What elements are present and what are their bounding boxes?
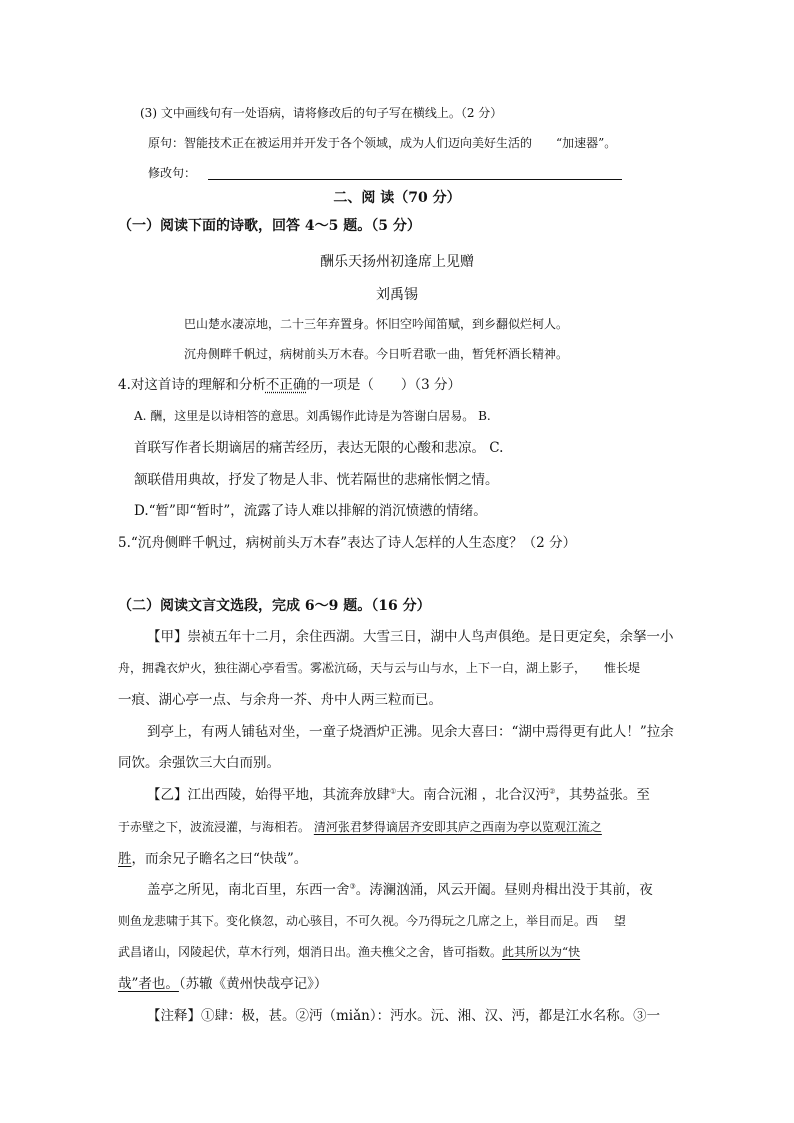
q4-prefix: 4.对这首诗的理解和分析 [118,377,266,393]
yi-text-8: 武昌诸山，冈陵起伏，草木行列，烟消日出。渔夫樵父之舍，皆可指数。 [118,945,503,959]
q4-option-b: 首联写作者长期谪居的痛苦经历，表达无限的心酸和悲凉。 C. [134,440,504,456]
q3-revised-label: 修改句： [148,166,197,180]
q4-option-c: 颔联借用典故，抒发了物是人非、恍若隔世的悲痛怅惘之情。 [134,472,499,488]
yi-text-6: 盖亭之所见，南北百里，东西一舍 [147,882,350,898]
q4-question [118,377,461,393]
yi-p2-line2: 则鱼龙悲啸于其下。变化倏忽，动心骇目，不可久视。今乃得玩之几席之上，举目而足。西 望 [118,914,626,928]
source-citation: （苏辙《黄州快哉亭记》） [178,976,328,992]
yi-p1-line2 [118,820,602,834]
underlined-sentence-part1: 清河张君梦得谪居齐安即其庐之西南为亭以览观江流之 [313,820,602,834]
yi-text-3: ，其势益张。至 [555,787,650,803]
jia-p2-line2: 同饮。余强饮三大白而别。 [118,755,280,771]
note-mark-2: ② [549,787,556,796]
q4-option-d: D.“暂”即“暂时”，流露了诗人难以排解的消沉愤懑的情绪。 [134,503,487,519]
q5-question: 5.“沉舟侧畔千帆过，病树前头万木春”表达了诗人怎样的人生态度？（2 分） [118,535,577,551]
jia-p1-line1: 【甲】崇祯五年十二月，余住西湖。大雪三日，湖中人鸟声俱绝。是日更定矣，余拏一小 [147,629,674,645]
yi-text-5: ，而余兄子瞻名之曰“快哉”。 [131,851,308,867]
yi-p2-line1 [147,882,653,898]
jia-p2-line1: 到亭上，有两人铺毡对坐，一童子烧酒炉正沸。见余大喜曰：“湖中焉得更有此人！”拉余 [147,724,674,740]
q3-revised-line [148,166,622,180]
poem-author: 刘禹锡 [376,287,418,303]
q3-original-sentence: 原句：智能技术正在被运用并开发于各个领域，成为人们迈向美好生活的 “加速器”。 [148,136,617,150]
yi-text-7: 。涛澜汹涌，风云开阖。昼则舟楫出没于其前，夜 [355,882,653,898]
q3-prompt: (3) 文中画线句有一处语病，请将修改后的句子写在横线上。（2 分） [140,106,503,120]
yi-text-4: 于赤壁之下，波流浸灌，与海相若。 [118,820,314,834]
yi-p2-line3 [118,945,580,959]
underlined-sentence-part2: 胜 [118,851,132,867]
jia-p1-line3: 一痕、湖心亭一点、与余舟一芥、舟中人两三粒而已。 [118,692,442,708]
poem-line-1: 巴山楚水凄凉地，二十三年弃置身。怀旧空吟闻笛赋，到乡翻似烂柯人。 [184,317,569,331]
jia-p1-line2: 舟，拥毳衣炉火，独往湖心亭看雪。雾凇沆砀，天与云与山与水，上下一白，湖上影子， 惟长堤 [118,661,641,675]
note-mark-3: ③ [349,882,356,891]
yi-p1-line1 [147,787,650,803]
part1-heading: （一）阅读下面的诗歌，回答 4～5 题。（5 分） [118,218,421,234]
underlined-sentence-2-part1: 此其所以为“快 [502,945,581,959]
note-mark-1: ① [390,787,397,796]
poem-title: 酬乐天扬州初逢席上见赠 [320,254,474,270]
part2-heading: （二）阅读文言文选段，完成 6～9 题。（16 分） [118,598,431,614]
yi-text-1: 【乙】江出西陵，始得平地，其流奔放肆 [147,787,390,803]
notes: 【注释】①肆：极，甚。②沔（miǎn）：沔水。沅、湘、汉、沔，都是江水名称。③一 [147,1008,661,1024]
q4-emphasis: 不正确 [265,377,307,393]
section-title: 二、阅 读（70 分） [333,190,461,206]
yi-p2-line4 [118,976,327,992]
poem-line-2: 沉舟侧畔千帆过，病树前头万木春。今日听君歌一曲，暂凭杯酒长精神。 [184,347,569,361]
answer-blank[interactable] [208,167,622,180]
q4-option-a: A. 酬，这里是以诗相答的意思。刘禹锡作此诗是为答谢白居易。 B. [134,409,491,423]
yi-text-2: 大。南合沅湘 ，北合汉沔 [396,787,550,803]
underlined-sentence-2-part2: 哉”者也。 [118,976,179,992]
q4-suffix: 的一项是（ ）（3 分） [306,377,462,393]
yi-p1-line3 [118,851,307,867]
